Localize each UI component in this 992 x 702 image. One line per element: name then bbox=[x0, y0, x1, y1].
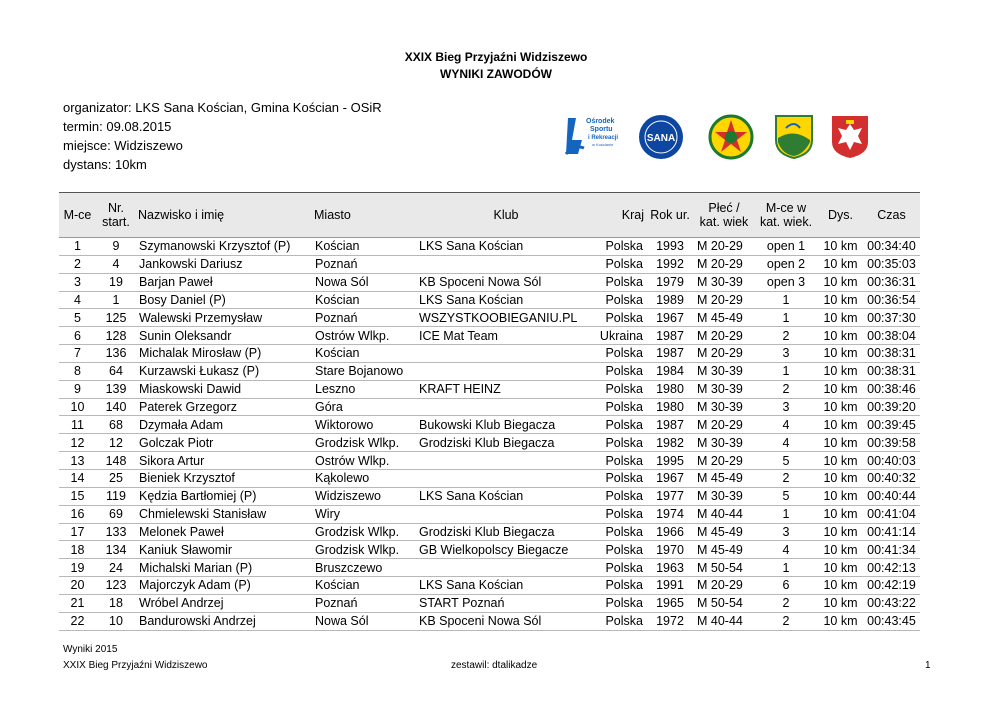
table-row bbox=[59, 345, 920, 363]
cell-category-place: 4 bbox=[782, 542, 790, 557]
col-time-header: Czas bbox=[877, 208, 906, 222]
gmina-logo bbox=[774, 114, 814, 160]
lzs-logo bbox=[708, 114, 754, 160]
cell-city: Kościan bbox=[315, 578, 360, 593]
sana-text: SANA bbox=[646, 133, 676, 144]
cell-place: 13 bbox=[70, 453, 85, 468]
cell-club bbox=[416, 345, 596, 363]
cell-place: 1 bbox=[74, 239, 81, 254]
cell-country: Polska bbox=[605, 275, 643, 290]
table-row bbox=[59, 309, 920, 327]
cell-country: Polska bbox=[605, 382, 643, 397]
table-row bbox=[59, 380, 920, 398]
cell-category-place: 2 bbox=[782, 382, 790, 397]
cell-birth-year: 1984 bbox=[656, 364, 684, 379]
sana-logo bbox=[638, 114, 684, 160]
table-row bbox=[59, 434, 920, 452]
place-line: miejsce: Widziszewo bbox=[63, 138, 183, 153]
table-row bbox=[59, 273, 920, 291]
cell-place: 22 bbox=[70, 614, 85, 629]
cell-start-number: 133 bbox=[105, 524, 127, 539]
cell-distance: 10 km bbox=[823, 578, 858, 593]
cell-distance: 10 km bbox=[823, 257, 858, 272]
cell-start-number: 19 bbox=[109, 275, 123, 290]
cell-club: GB Wielkopolscy Biegacze bbox=[419, 542, 569, 557]
cell-place: 19 bbox=[70, 560, 85, 575]
cell-time: 00:38:04 bbox=[867, 328, 916, 343]
cell-distance: 10 km bbox=[823, 453, 858, 468]
cell-runner-name: Bosy Daniel (P) bbox=[139, 292, 226, 307]
cell-city: Nowa Sól bbox=[315, 614, 369, 629]
cell-runner-name: Bieniek Krzysztof bbox=[139, 471, 235, 486]
cell-country: Polska bbox=[605, 507, 643, 522]
cell-time: 00:40:44 bbox=[867, 489, 916, 504]
cell-category: M 20-29 bbox=[697, 453, 743, 468]
cell-category-place: open 2 bbox=[766, 257, 806, 272]
cell-birth-year: 1967 bbox=[656, 310, 684, 325]
cell-category-place: 5 bbox=[782, 489, 790, 504]
cell-city: Kąkolewo bbox=[315, 471, 370, 486]
col-city-header: Miasto bbox=[314, 208, 351, 222]
col-club-header: Klub bbox=[493, 208, 519, 222]
cell-runner-name: Michalski Marian (P) bbox=[139, 560, 253, 575]
col-country-header: Kraj bbox=[621, 208, 644, 222]
osir-line-1: Ośrodek bbox=[586, 118, 615, 125]
cell-time: 00:41:04 bbox=[867, 507, 916, 522]
cell-runner-name: Dzymała Adam bbox=[139, 417, 224, 432]
cell-place: 8 bbox=[74, 364, 81, 379]
cell-city: Kościan bbox=[315, 239, 360, 254]
results-table bbox=[59, 192, 920, 631]
cell-time: 00:41:14 bbox=[867, 524, 916, 539]
cell-country: Polska bbox=[605, 417, 643, 432]
cell-distance: 10 km bbox=[823, 364, 858, 379]
cell-time: 00:41:34 bbox=[867, 542, 916, 557]
cell-runner-name: Melonek Paweł bbox=[139, 524, 224, 539]
cell-start-number: 64 bbox=[109, 364, 123, 379]
cell-place: 3 bbox=[74, 275, 81, 290]
cell-birth-year: 1995 bbox=[656, 453, 684, 468]
cell-city: Ostrów Wlkp. bbox=[315, 328, 390, 343]
cell-birth-year: 1989 bbox=[656, 292, 684, 307]
table-row bbox=[59, 505, 920, 523]
cell-city: Bruszczewo bbox=[315, 560, 383, 575]
cell-category: M 45-49 bbox=[697, 542, 743, 557]
footer-page-number: 1 bbox=[925, 660, 931, 671]
cell-start-number: 4 bbox=[112, 257, 120, 272]
cell-start-number: 1 bbox=[112, 292, 120, 307]
cell-birth-year: 1970 bbox=[656, 542, 684, 557]
cell-city: Grodzisk Wlkp. bbox=[315, 524, 400, 539]
col-nr-header: Nr. start. bbox=[102, 201, 130, 229]
cell-place: 17 bbox=[70, 524, 85, 539]
cell-category: M 45-49 bbox=[697, 310, 743, 325]
cell-club: KB Spoceni Nowa Sól bbox=[419, 275, 542, 290]
cell-time: 00:42:13 bbox=[867, 560, 916, 575]
cell-place: 21 bbox=[70, 596, 85, 611]
results-body bbox=[59, 238, 920, 631]
cell-distance: 10 km bbox=[823, 310, 858, 325]
cell-category: M 30-39 bbox=[697, 382, 743, 397]
organizer-line: organizator: LKS Sana Kościan, Gmina Kościan - OSiR bbox=[63, 100, 382, 115]
cell-runner-name: Barjan Paweł bbox=[139, 275, 213, 290]
document-subtitle: WYNIKI ZAWODÓW bbox=[440, 67, 552, 81]
cell-birth-year: 1980 bbox=[656, 382, 684, 397]
cell-category-place: 1 bbox=[782, 310, 790, 325]
cell-distance: 10 km bbox=[823, 400, 858, 415]
cell-runner-name: Sunin Oleksandr bbox=[139, 328, 232, 343]
cell-start-number: 68 bbox=[109, 417, 123, 432]
cell-runner-name: Majorczyk Adam (P) bbox=[139, 578, 251, 593]
cell-birth-year: 1967 bbox=[656, 471, 684, 486]
table-row bbox=[59, 238, 920, 256]
cell-country: Polska bbox=[605, 435, 643, 450]
col-year-header: Rok ur. bbox=[650, 208, 690, 222]
col-catplace-header: M-ce w kat. wiek. bbox=[759, 201, 813, 229]
cell-category: M 30-39 bbox=[697, 364, 743, 379]
cell-birth-year: 1992 bbox=[656, 257, 684, 272]
cell-distance: 10 km bbox=[823, 328, 858, 343]
cell-category-place: 1 bbox=[782, 507, 790, 522]
cell-category: M 30-39 bbox=[697, 489, 743, 504]
cell-city: Grodzisk Wlkp. bbox=[315, 435, 400, 450]
cell-time: 00:36:54 bbox=[867, 292, 916, 307]
cell-country: Polska bbox=[605, 400, 643, 415]
cell-time: 00:36:31 bbox=[867, 275, 916, 290]
cell-city: Góra bbox=[315, 400, 343, 415]
cell-distance: 10 km bbox=[823, 275, 858, 290]
cell-place: 4 bbox=[74, 292, 81, 307]
cell-runner-name: Kędzia Bartłomiej (P) bbox=[139, 489, 257, 504]
osir-line-2: Sportu bbox=[590, 126, 613, 133]
cell-category: M 20-29 bbox=[697, 328, 743, 343]
footer-compiled-by: zestawil: dtalikadze bbox=[451, 660, 538, 671]
cell-category-place: 2 bbox=[782, 614, 790, 629]
cell-category: M 50-54 bbox=[697, 560, 743, 575]
cell-birth-year: 1977 bbox=[656, 489, 684, 504]
cell-time: 00:38:31 bbox=[867, 346, 916, 361]
cell-start-number: 123 bbox=[105, 578, 127, 593]
cell-time: 00:42:19 bbox=[867, 578, 916, 593]
cell-city: Widziszewo bbox=[315, 489, 381, 504]
cell-start-number: 12 bbox=[109, 435, 123, 450]
cell-start-number: 125 bbox=[105, 310, 127, 325]
cell-club bbox=[416, 398, 596, 416]
cell-category-place: 2 bbox=[782, 596, 790, 611]
cell-club bbox=[416, 255, 596, 273]
cell-runner-name: Kaniuk Sławomir bbox=[139, 542, 233, 557]
cell-place: 2 bbox=[74, 257, 81, 272]
cell-start-number: 24 bbox=[109, 560, 123, 575]
cell-start-number: 25 bbox=[109, 471, 123, 486]
cell-place: 12 bbox=[70, 435, 85, 450]
cell-start-number: 148 bbox=[105, 453, 127, 468]
cell-category-place: 1 bbox=[782, 560, 790, 575]
cell-country: Polska bbox=[605, 292, 643, 307]
col-category-header: Płeć / kat. wiek bbox=[699, 201, 749, 229]
cell-place: 15 bbox=[70, 489, 85, 504]
cell-category-place: 3 bbox=[782, 346, 790, 361]
cell-distance: 10 km bbox=[823, 542, 858, 557]
cell-runner-name: Bandurowski Andrzej bbox=[139, 614, 256, 629]
cell-category-place: 2 bbox=[782, 328, 790, 343]
cell-birth-year: 1993 bbox=[656, 239, 684, 254]
cell-distance: 10 km bbox=[823, 239, 858, 254]
cell-distance: 10 km bbox=[823, 507, 858, 522]
cell-country: Polska bbox=[605, 364, 643, 379]
cell-distance: 10 km bbox=[823, 382, 858, 397]
cell-place: 7 bbox=[74, 346, 81, 361]
cell-country: Ukraina bbox=[599, 328, 643, 343]
table-row bbox=[59, 487, 920, 505]
cell-runner-name: Golczak Piotr bbox=[139, 435, 214, 450]
cell-birth-year: 1963 bbox=[656, 560, 684, 575]
cell-distance: 10 km bbox=[823, 614, 858, 629]
distance-line: dystans: 10km bbox=[63, 157, 147, 172]
cell-runner-name: Szymanowski Krzysztof (P) bbox=[139, 239, 291, 254]
eagle-logo bbox=[830, 114, 870, 160]
cell-category: M 30-39 bbox=[697, 435, 743, 450]
cell-city: Stare Bojanowo bbox=[315, 364, 404, 379]
cell-category-place: 1 bbox=[782, 292, 790, 307]
cell-club: LKS Sana Kościan bbox=[419, 489, 524, 504]
cell-category: M 45-49 bbox=[697, 524, 743, 539]
cell-category: M 20-29 bbox=[697, 292, 743, 307]
cell-birth-year: 1980 bbox=[656, 400, 684, 415]
cell-category: M 50-54 bbox=[697, 596, 743, 611]
cell-club: Bukowski Klub Biegacza bbox=[419, 417, 556, 432]
cell-country: Polska bbox=[605, 578, 643, 593]
date-line: termin: 09.08.2015 bbox=[63, 119, 172, 134]
table-row bbox=[59, 612, 920, 630]
cell-time: 00:43:22 bbox=[867, 596, 916, 611]
cell-city: Nowa Sól bbox=[315, 275, 369, 290]
cell-category: M 20-29 bbox=[697, 257, 743, 272]
table-row bbox=[59, 452, 920, 470]
table-row bbox=[59, 559, 920, 577]
cell-start-number: 134 bbox=[105, 542, 127, 557]
cell-place: 16 bbox=[70, 507, 85, 522]
cell-city: Kościan bbox=[315, 346, 360, 361]
cell-time: 00:34:40 bbox=[867, 239, 916, 254]
cell-place: 9 bbox=[74, 382, 81, 397]
cell-category-place: open 3 bbox=[766, 275, 806, 290]
cell-runner-name: Miaskowski Dawid bbox=[139, 382, 242, 397]
cell-city: Poznań bbox=[315, 596, 358, 611]
cell-time: 00:39:58 bbox=[867, 435, 916, 450]
cell-country: Polska bbox=[605, 471, 643, 486]
cell-club bbox=[416, 452, 596, 470]
cell-distance: 10 km bbox=[823, 346, 858, 361]
cell-category: M 20-29 bbox=[697, 578, 743, 593]
cell-category: M 40-44 bbox=[697, 614, 743, 629]
cell-city: Kościan bbox=[315, 292, 360, 307]
table-row bbox=[59, 594, 920, 612]
cell-category: M 30-39 bbox=[697, 275, 743, 290]
cell-category: M 45-49 bbox=[697, 471, 743, 486]
cell-category-place: 4 bbox=[782, 435, 790, 450]
cell-country: Polska bbox=[605, 239, 643, 254]
footer-results-year: Wyniki 2015 bbox=[63, 644, 118, 655]
table-row bbox=[59, 469, 920, 487]
cell-distance: 10 km bbox=[823, 560, 858, 575]
cell-country: Polska bbox=[605, 524, 643, 539]
col-name-header: Nazwisko i imię bbox=[138, 208, 225, 222]
cell-runner-name: Michalak Mirosław (P) bbox=[139, 346, 262, 361]
cell-place: 14 bbox=[70, 471, 85, 486]
cell-category: M 30-39 bbox=[697, 400, 743, 415]
table-header-row bbox=[59, 193, 920, 238]
table-row bbox=[59, 577, 920, 595]
cell-country: Polska bbox=[605, 596, 643, 611]
cell-birth-year: 1972 bbox=[656, 614, 684, 629]
cell-club: ICE Mat Team bbox=[419, 328, 498, 343]
cell-category-place: 1 bbox=[782, 364, 790, 379]
cell-distance: 10 km bbox=[823, 417, 858, 432]
table-row bbox=[59, 255, 920, 273]
cell-time: 00:39:45 bbox=[867, 417, 916, 432]
cell-time: 00:43:45 bbox=[867, 614, 916, 629]
cell-place: 18 bbox=[70, 542, 85, 557]
table-row bbox=[59, 416, 920, 434]
cell-country: Polska bbox=[605, 614, 643, 629]
cell-country: Polska bbox=[605, 257, 643, 272]
cell-club: KRAFT HEINZ bbox=[419, 382, 501, 397]
cell-time: 00:40:32 bbox=[867, 471, 916, 486]
cell-time: 00:38:31 bbox=[867, 364, 916, 379]
cell-birth-year: 1966 bbox=[656, 524, 684, 539]
cell-category: M 40-44 bbox=[697, 507, 743, 522]
cell-time: 00:39:20 bbox=[867, 400, 916, 415]
cell-time: 00:37:30 bbox=[867, 310, 916, 325]
cell-category-place: 6 bbox=[782, 578, 790, 593]
cell-category-place: 4 bbox=[782, 417, 790, 432]
cell-club bbox=[416, 559, 596, 577]
cell-distance: 10 km bbox=[823, 292, 858, 307]
cell-runner-name: Jankowski Dariusz bbox=[139, 257, 243, 272]
cell-club: LKS Sana Kościan bbox=[419, 292, 524, 307]
cell-birth-year: 1979 bbox=[656, 275, 684, 290]
cell-start-number: 10 bbox=[109, 614, 123, 629]
cell-runner-name: Chmielewski Stanisław bbox=[139, 507, 267, 522]
cell-runner-name: Kurzawski Łukasz (P) bbox=[139, 364, 260, 379]
cell-club: Grodziski Klub Biegacza bbox=[419, 524, 555, 539]
cell-runner-name: Paterek Grzegorz bbox=[139, 400, 237, 415]
cell-start-number: 9 bbox=[112, 239, 120, 254]
table-row bbox=[59, 291, 920, 309]
cell-city: Poznań bbox=[315, 310, 358, 325]
cell-category-place: 5 bbox=[782, 453, 790, 468]
cell-category-place: 3 bbox=[782, 400, 790, 415]
cell-birth-year: 1982 bbox=[656, 435, 684, 450]
cell-place: 6 bbox=[74, 328, 81, 343]
cell-category-place: 3 bbox=[782, 524, 790, 539]
cell-distance: 10 km bbox=[823, 435, 858, 450]
cell-city: Poznań bbox=[315, 257, 358, 272]
cell-start-number: 140 bbox=[105, 400, 127, 415]
cell-start-number: 139 bbox=[105, 382, 127, 397]
cell-distance: 10 km bbox=[823, 596, 858, 611]
cell-city: Leszno bbox=[315, 382, 356, 397]
cell-category: M 20-29 bbox=[697, 417, 743, 432]
table-row bbox=[59, 362, 920, 380]
cell-place: 5 bbox=[74, 310, 81, 325]
cell-runner-name: Wróbel Andrzej bbox=[139, 596, 224, 611]
cell-club bbox=[416, 469, 596, 487]
cell-country: Polska bbox=[605, 310, 643, 325]
cell-category: M 20-29 bbox=[697, 346, 743, 361]
cell-runner-name: Sikora Artur bbox=[139, 453, 205, 468]
cell-distance: 10 km bbox=[823, 489, 858, 504]
cell-club: LKS Sana Kościan bbox=[419, 239, 524, 254]
cell-place: 11 bbox=[71, 417, 84, 432]
cell-start-number: 18 bbox=[109, 596, 123, 611]
cell-city: Wiry bbox=[315, 507, 340, 522]
cell-country: Polska bbox=[605, 489, 643, 504]
cell-distance: 10 km bbox=[823, 524, 858, 539]
cell-category: M 20-29 bbox=[697, 239, 743, 254]
footer-event-name: XXIX Bieg Przyjaźni Widziszewo bbox=[63, 660, 208, 671]
col-distance-header: Dys. bbox=[828, 208, 853, 222]
osir-line-3: i Rekreacji bbox=[588, 135, 619, 141]
col-place-header: M-ce bbox=[63, 208, 92, 222]
cell-club: START Poznań bbox=[419, 596, 505, 611]
cell-club: WSZYSTKOOBIEGANIU.PL bbox=[419, 310, 578, 325]
cell-club: KB Spoceni Nowa Sól bbox=[419, 614, 542, 629]
cell-runner-name: Walewski Przemysław bbox=[139, 310, 263, 325]
cell-club: LKS Sana Kościan bbox=[419, 578, 524, 593]
cell-city: Wiktorowo bbox=[315, 417, 374, 432]
cell-birth-year: 1987 bbox=[656, 328, 684, 343]
cell-city: Grodzisk Wlkp. bbox=[315, 542, 400, 557]
cell-birth-year: 1974 bbox=[656, 507, 684, 522]
cell-birth-year: 1987 bbox=[656, 346, 684, 361]
table-row bbox=[59, 541, 920, 559]
cell-country: Polska bbox=[605, 542, 643, 557]
cell-country: Polska bbox=[605, 453, 643, 468]
table-row bbox=[59, 523, 920, 541]
cell-birth-year: 1991 bbox=[656, 578, 684, 593]
cell-start-number: 128 bbox=[105, 328, 127, 343]
table-row bbox=[59, 327, 920, 345]
cell-start-number: 119 bbox=[106, 489, 126, 504]
cell-time: 00:40:03 bbox=[867, 453, 916, 468]
cell-country: Polska bbox=[605, 346, 643, 361]
cell-club: Grodziski Klub Biegacza bbox=[419, 435, 555, 450]
cell-start-number: 136 bbox=[105, 346, 127, 361]
cell-birth-year: 1965 bbox=[656, 596, 684, 611]
cell-time: 00:38:46 bbox=[867, 382, 916, 397]
cell-birth-year: 1987 bbox=[656, 417, 684, 432]
cell-city: Ostrów Wlkp. bbox=[315, 453, 390, 468]
cell-club bbox=[416, 505, 596, 523]
cell-category-place: 2 bbox=[782, 471, 790, 486]
cell-distance: 10 km bbox=[823, 471, 858, 486]
table-row bbox=[59, 398, 920, 416]
cell-place: 10 bbox=[70, 400, 85, 415]
cell-place: 20 bbox=[70, 578, 85, 593]
cell-start-number: 69 bbox=[109, 507, 123, 522]
cell-category-place: open 1 bbox=[766, 239, 806, 254]
osir-line-4: w Kościanie bbox=[592, 142, 614, 147]
cell-time: 00:35:03 bbox=[867, 257, 916, 272]
cell-club bbox=[416, 362, 596, 380]
osir-logo bbox=[562, 114, 624, 158]
cell-country: Polska bbox=[605, 560, 643, 575]
document-title: XXIX Bieg Przyjaźni Widziszewo bbox=[404, 50, 588, 64]
